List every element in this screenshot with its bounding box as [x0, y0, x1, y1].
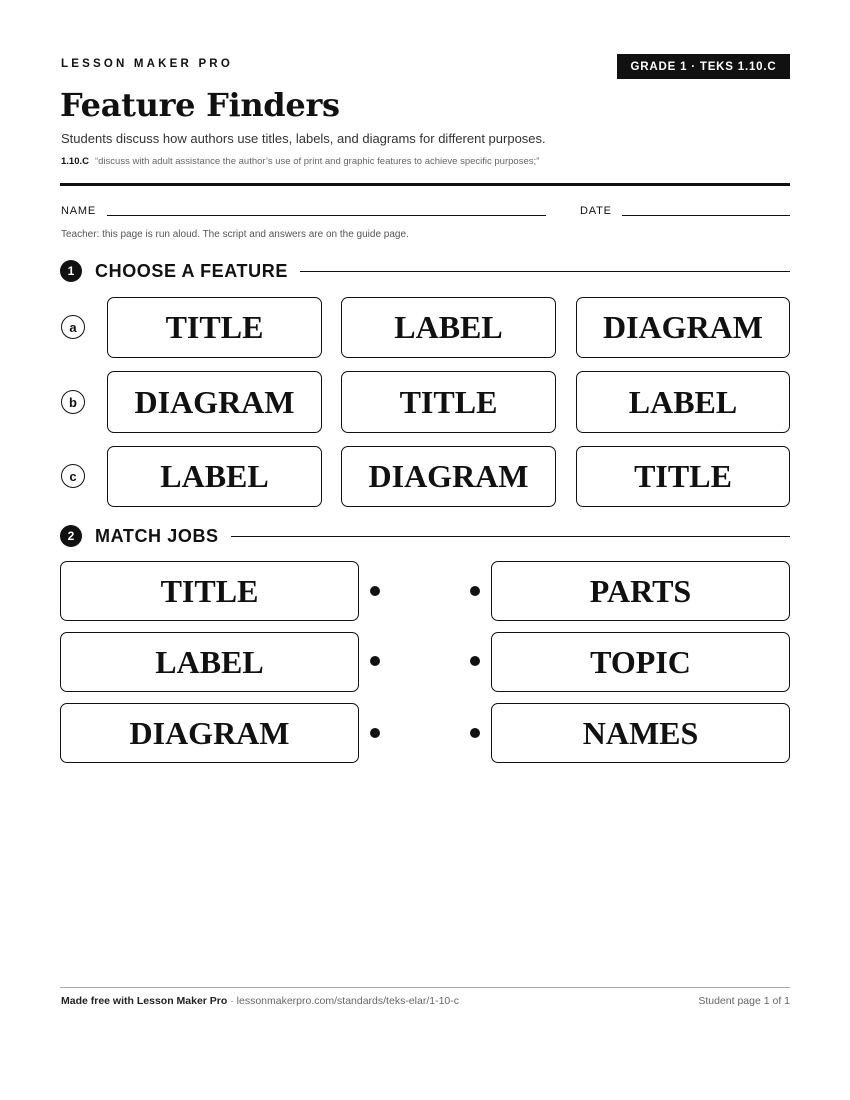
feature-option-c1[interactable]: LABEL — [107, 446, 322, 507]
section-2-label: MATCH JOBS — [95, 525, 219, 546]
match-left-dot-3[interactable] — [370, 728, 380, 738]
match-right-3[interactable]: NAMES — [491, 703, 790, 763]
row-letter-a: a — [61, 315, 85, 339]
footer-divider — [60, 987, 790, 988]
feature-option-b3[interactable]: LABEL — [576, 371, 790, 433]
section-2-number: 2 — [60, 525, 82, 547]
footer-separator: · — [227, 995, 237, 1007]
page-title: Feature Finders — [60, 86, 340, 124]
row-letter-b: b — [61, 390, 85, 414]
header-divider — [60, 183, 790, 186]
date-label: DATE — [580, 205, 612, 217]
grade-badge: GRADE 1 · TEKS 1.10.C — [617, 54, 790, 79]
match-right-dot-1[interactable] — [470, 586, 480, 596]
subtitle: Students discuss how authors use titles, labels, and diagrams for different purposes. — [61, 131, 546, 146]
footer-credit — [61, 995, 459, 1007]
brand-name: LESSON MAKER PRO — [61, 58, 233, 70]
name-field[interactable] — [107, 215, 546, 216]
footer-made-with: Made free with Lesson Maker Pro — [61, 995, 228, 1007]
match-left-1[interactable]: TITLE — [60, 561, 359, 621]
match-left-2[interactable]: LABEL — [60, 632, 359, 692]
name-label: NAME — [61, 205, 96, 217]
feature-option-a3[interactable]: DIAGRAM — [576, 297, 790, 358]
section-2-header — [60, 525, 790, 547]
match-right-1[interactable]: PARTS — [491, 561, 790, 621]
standard-text: “discuss with adult assistance the author’s use of print and graphic features to achieve specific purposes;” — [95, 156, 540, 167]
match-left-dot-1[interactable] — [370, 586, 380, 596]
match-left-3[interactable]: DIAGRAM — [60, 703, 359, 763]
footer-page-number: Student page 1 of 1 — [698, 995, 790, 1007]
teacher-note: Teacher: this page is run aloud. The script and answers are on the guide page. — [61, 229, 409, 240]
feature-option-c2[interactable]: DIAGRAM — [341, 446, 556, 507]
feature-option-b1[interactable]: DIAGRAM — [107, 371, 322, 433]
feature-option-a1[interactable]: TITLE — [107, 297, 322, 358]
feature-option-a2[interactable]: LABEL — [341, 297, 556, 358]
section-1-rule — [300, 271, 790, 272]
footer-url[interactable]: lessonmakerpro.com/standards/teks-elar/1-10-c — [236, 995, 459, 1007]
standard-code: 1.10.C — [61, 156, 89, 167]
match-right-2[interactable]: TOPIC — [491, 632, 790, 692]
feature-option-b2[interactable]: TITLE — [341, 371, 556, 433]
section-1-header — [60, 260, 790, 282]
section-2-rule — [231, 536, 790, 537]
match-left-dot-2[interactable] — [370, 656, 380, 666]
match-right-dot-2[interactable] — [470, 656, 480, 666]
section-1-number: 1 — [60, 260, 82, 282]
row-letter-c: c — [61, 464, 85, 488]
match-right-dot-3[interactable] — [470, 728, 480, 738]
feature-option-c3[interactable]: TITLE — [576, 446, 790, 507]
date-field[interactable] — [622, 215, 790, 216]
standard-line — [61, 156, 539, 167]
section-1-label: CHOOSE A FEATURE — [95, 260, 288, 281]
